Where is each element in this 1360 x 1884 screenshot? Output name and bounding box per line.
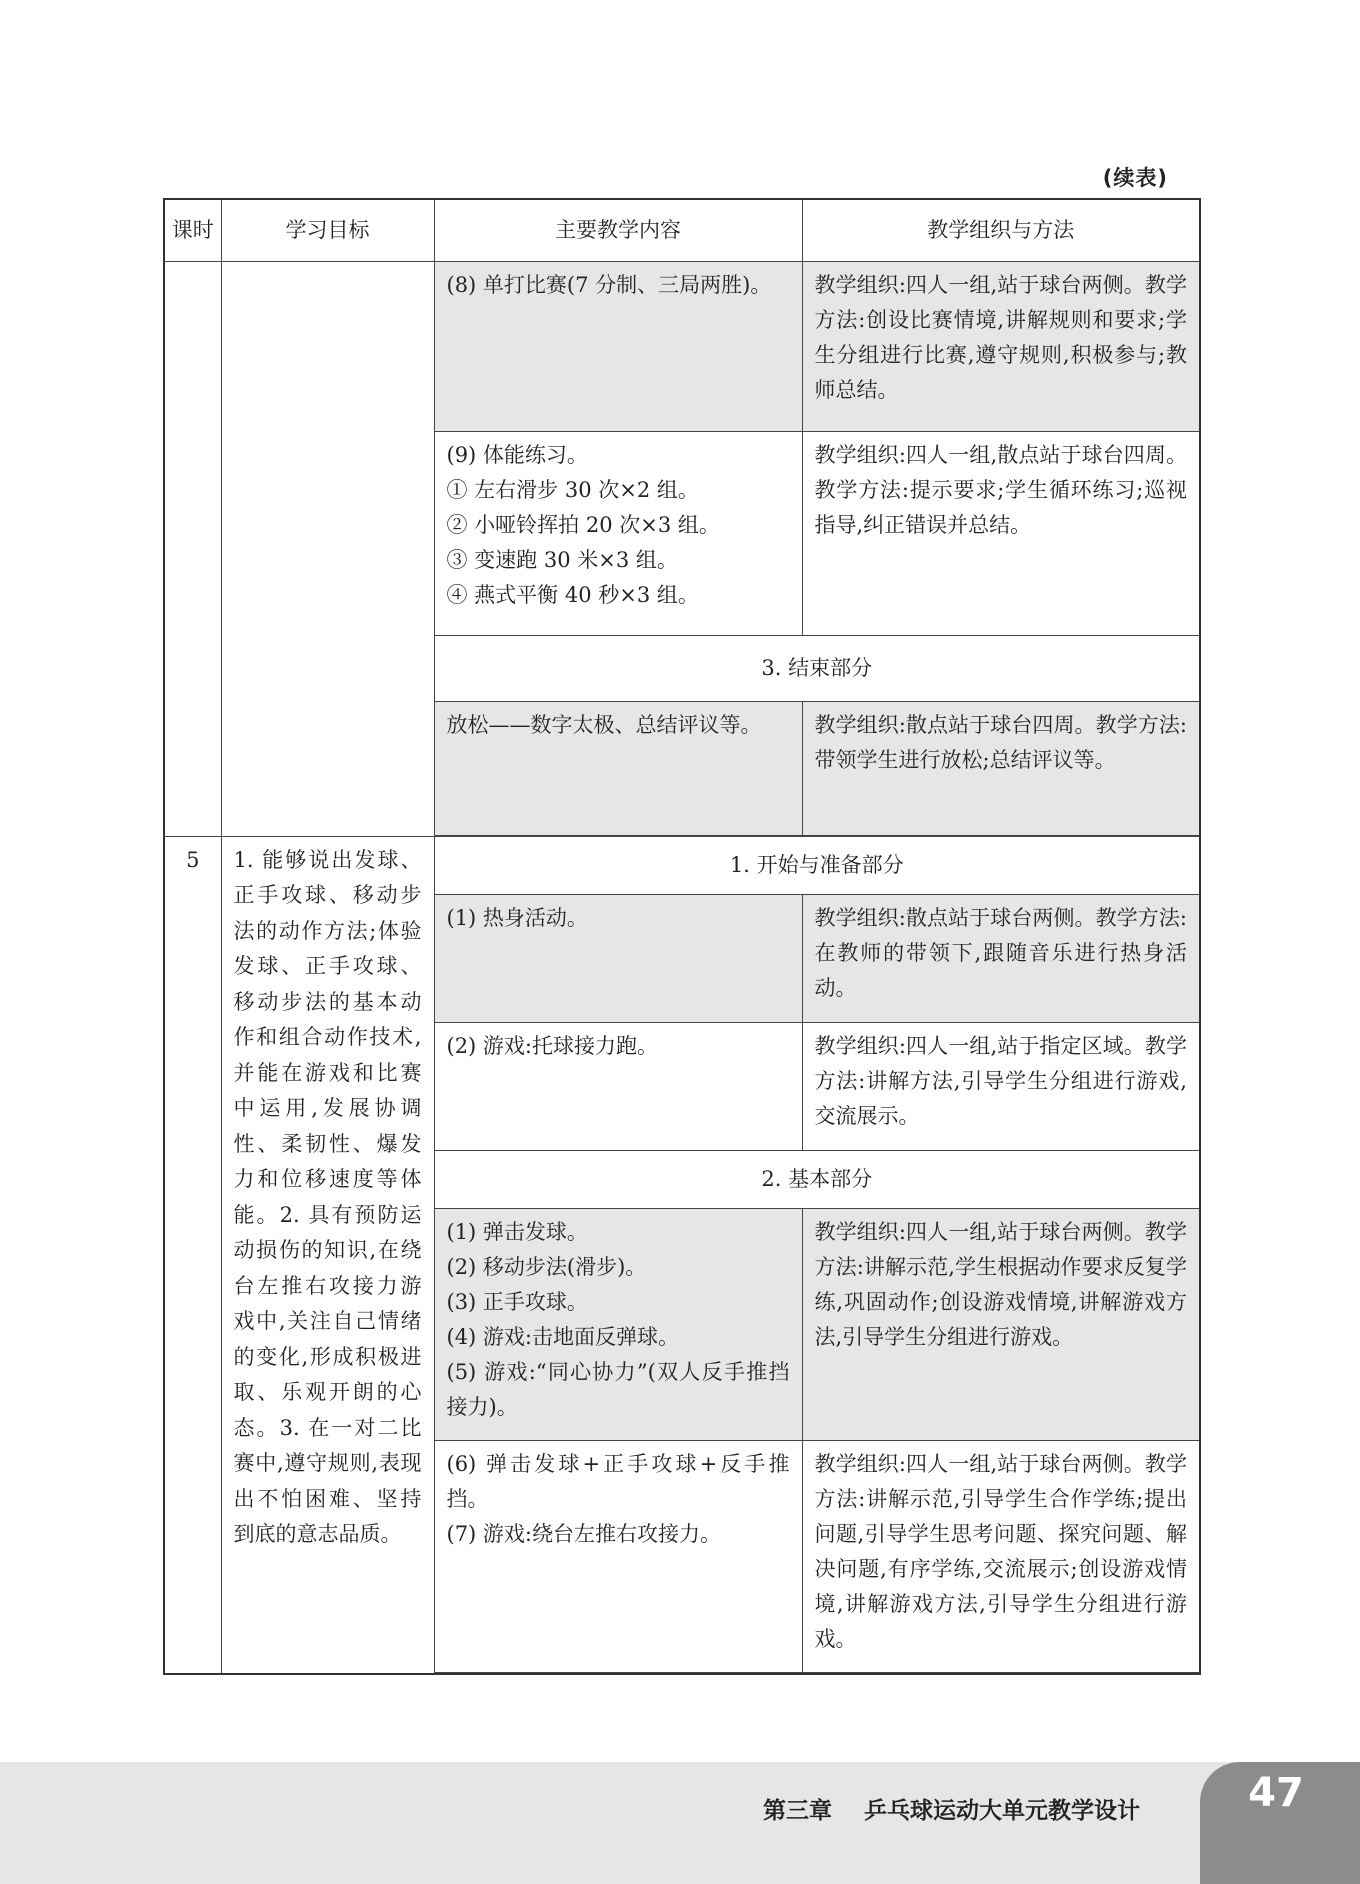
content-line: (7) 游戏:绕台左推右攻接力。 xyxy=(446,1521,721,1546)
method-cell xyxy=(802,701,1200,835)
content-line: ③ 变速跑 30 米×3 组。 xyxy=(446,547,678,572)
content-line: ④ 燕式平衡 40 秒×3 组。 xyxy=(446,582,699,607)
section-heading-start: 1. 开始与准备部分 xyxy=(434,836,1200,894)
content-line: (1) 弹击发球。 xyxy=(446,1219,588,1244)
method-cell xyxy=(802,1440,1200,1672)
header-period: 课时 xyxy=(164,199,221,261)
section-row xyxy=(164,836,1200,894)
content-line: ② 小哑铃挥拍 20 次×3 组。 xyxy=(446,512,720,537)
table-header-row xyxy=(164,199,1200,261)
goal-cell-empty xyxy=(221,261,434,836)
content-line: (3) 正手攻球。 xyxy=(446,1289,588,1314)
header-learning-goals: 学习目标 xyxy=(221,199,434,261)
header-teaching-method: 教学组织与方法 xyxy=(802,199,1200,261)
method-text: 教学组织:四人一组,站于球台两侧。教学方法:创设比赛情境,讲解规则和要求;学生分组进行比赛,遵守规则,积极参与;教师总结。 xyxy=(814,272,1187,402)
continued-label: (续表) xyxy=(1102,166,1168,190)
period-cell-empty xyxy=(164,261,221,836)
method-text: 教学组织:四人一组,站于球台两侧。教学方法:讲解示范,学生根据动作要求反复学练,巩固动作;创设游戏情境,讲解游戏方法,引导学生分组进行游戏。 xyxy=(814,1219,1187,1349)
method-text: 教学组织:四人一组,站于指定区域。教学方法:讲解方法,引导学生分组进行游戏,交流展示。 xyxy=(814,1033,1187,1128)
method-cell xyxy=(802,1022,1200,1150)
content-line: (2) 移动步法(滑步)。 xyxy=(446,1254,647,1279)
period-cell: 5 xyxy=(164,836,221,1674)
chapter-title: 第三章 乒乓球运动大单元教学设计 xyxy=(762,1798,1140,1824)
content-cell xyxy=(434,894,802,1022)
content-cell xyxy=(434,1022,802,1150)
method-text: 教学组织:四人一组,散点站于球台四周。教学方法:提示要求;学生循环练习;巡视指导,纠正错误并总结。 xyxy=(814,442,1187,537)
method-text: 教学组织:四人一组,站于球台两侧。教学方法:讲解示范,引导学生合作学练;提出问题,引导学生思考问题、探究问题、解决问题,有序学练,交流展示;创设游戏情境,讲解游戏方法,引导学生分组进行游戏。 xyxy=(814,1451,1187,1651)
footer-band xyxy=(0,1762,1360,1884)
content-line: (4) 游戏:击地面反弹球。 xyxy=(446,1324,679,1349)
section-heading-end: 3. 结束部分 xyxy=(434,635,1200,701)
content-line: (2) 游戏:托球接力跑。 xyxy=(446,1033,658,1058)
content-cell xyxy=(434,701,802,835)
method-text: 教学组织:散点站于球台两侧。教学方法:在教师的带领下,跟随音乐进行热身活动。 xyxy=(814,905,1187,1000)
content-line: (9) 体能练习。 xyxy=(446,442,588,467)
section-heading-basic: 2. 基本部分 xyxy=(434,1150,1200,1208)
content-cell xyxy=(434,431,802,635)
goal-text: 1. 能够说出发球、正手攻球、移动步法的动作方法;体验发球、正手攻球、移动步法的基本动作和组合动作技术,并能在游戏和比赛中运用,发展协调性、柔韧性、爆发力和位移速度等体能。2. 具有预防运动损伤的知识,在绕台左推右攻接力游戏中,关注自己情绪的变化,形成积极进取、乐观开朗的心态。3. 在一对二比赛中,遵守规则,表现出不怕困难、坚持到底的意志品质。 xyxy=(233,847,422,1546)
content-line: (1) 热身活动。 xyxy=(446,905,588,930)
method-cell xyxy=(802,261,1200,431)
method-cell xyxy=(802,1208,1200,1440)
method-cell xyxy=(802,431,1200,635)
page-number: 47 xyxy=(1248,1770,1304,1816)
table-row xyxy=(164,261,1200,431)
content-cell xyxy=(434,1440,802,1672)
goal-cell xyxy=(221,836,434,1674)
lesson-plan-table xyxy=(163,198,1201,1675)
content-line: 放松——数字太极、总结评议等。 xyxy=(446,712,762,737)
content-line: (8) 单打比赛(7 分制、三局两胜)。 xyxy=(446,272,772,297)
content-cell xyxy=(434,261,802,431)
content-line: ① 左右滑步 30 次×2 组。 xyxy=(446,477,699,502)
content-line: (5) 游戏:“同心协力”(双人反手推挡接力)。 xyxy=(446,1359,790,1419)
method-text: 教学组织:散点站于球台四周。教学方法:带领学生进行放松;总结评议等。 xyxy=(814,712,1187,772)
method-cell xyxy=(802,894,1200,1022)
content-cell xyxy=(434,1208,802,1440)
header-teaching-content: 主要教学内容 xyxy=(434,199,802,261)
content-line: (6) 弹击发球+正手攻球+反手推挡。 xyxy=(446,1451,790,1511)
